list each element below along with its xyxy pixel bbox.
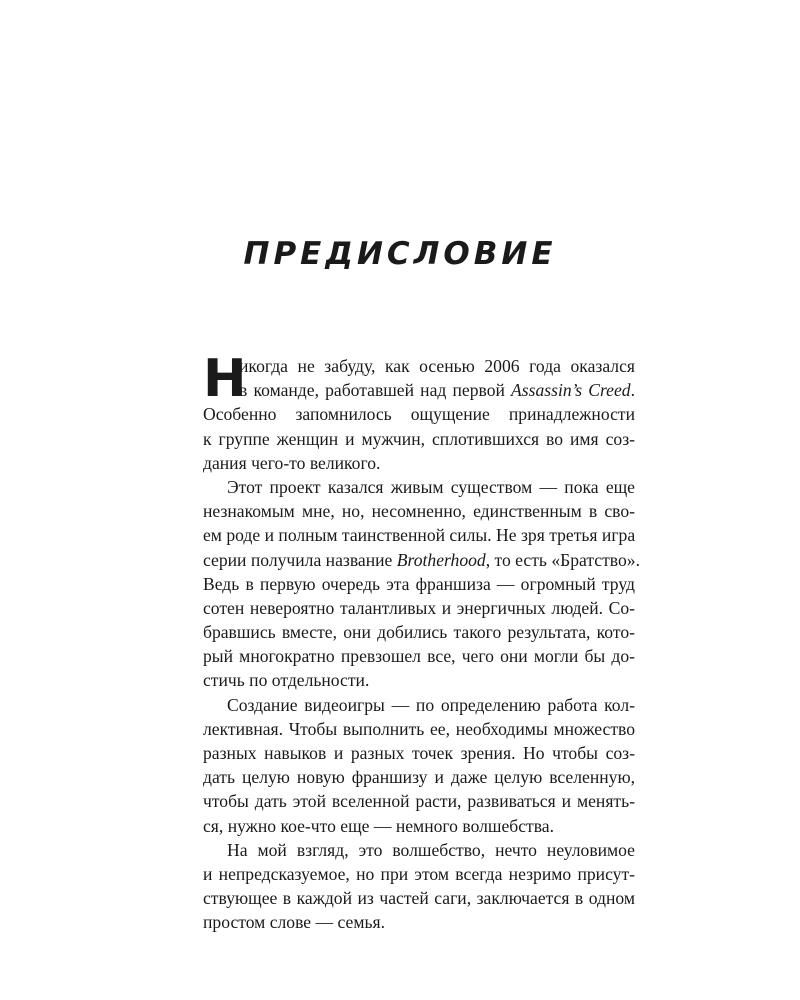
body-text <box>203 349 640 935</box>
text-line: незнакомым мне, но, несомненно, единственным в сво- <box>203 501 635 522</box>
text-line: дания чего-то великого. <box>203 452 381 473</box>
text-line: бравшись вместе, они добились такого результата, кото- <box>203 622 635 643</box>
text-line: к группе женщин и мужчин, сплотившихся во имя соз- <box>203 428 635 449</box>
text-line: На мой взгляд, это волшебство, нечто неуловимое <box>227 839 635 860</box>
text-line: рый многократно превзошел все, чего они могли бы до- <box>203 646 635 667</box>
text-line: Ведь в первую очередь эта франшиза — огромный труд <box>203 573 635 594</box>
text-line: чтобы дать этой вселенной расти, развиваться и менять- <box>203 791 635 812</box>
text-line: простом слове — семья. <box>203 912 385 933</box>
chapter-title: ПРЕДИСЛОВИЕ <box>243 236 557 272</box>
text-line: стичь по отдельности. <box>203 670 370 691</box>
text-line: дать целую новую франшизу и даже целую вселенную, <box>203 767 635 788</box>
text-line: икогда не забуду, как осенью 2006 года оказался <box>239 356 635 376</box>
text-line: Создание видеоигры — по определению работа кол- <box>227 694 635 715</box>
text-line: разных навыков и разных точек зрения. Но чтобы соз- <box>203 743 635 763</box>
text-line: лективная. Чтобы выполнить ее, необходимы множество <box>203 718 635 739</box>
text-line: ствующее в каждой из частей саги, заключается в одном <box>203 888 635 909</box>
text-line: Особенно запомнилось ощущение принадлежности <box>203 404 635 425</box>
game-subtitle: Brotherhood <box>396 549 486 570</box>
text-line: Этот проект казался живым существом — пока еще <box>227 476 635 497</box>
text-line: в команде, работавшей над первой Assassin’s Creed. <box>239 380 635 401</box>
drop-cap: Н <box>203 349 247 409</box>
text-line: сотен невероятно талантливых и энергичных людей. Со- <box>203 597 635 618</box>
text-line: серии получила название Brotherhood, то есть «Братство». <box>203 549 640 570</box>
text-line: ся, нужно кое-что еще — немного волшебства. <box>203 815 554 836</box>
game-title: Assassin’s Creed <box>511 380 631 401</box>
text-line: ем роде и полным таинственной силы. Не зря третья игра <box>203 525 636 546</box>
text-line: и непредсказуемое, но при этом всегда незримо присут- <box>203 863 635 884</box>
